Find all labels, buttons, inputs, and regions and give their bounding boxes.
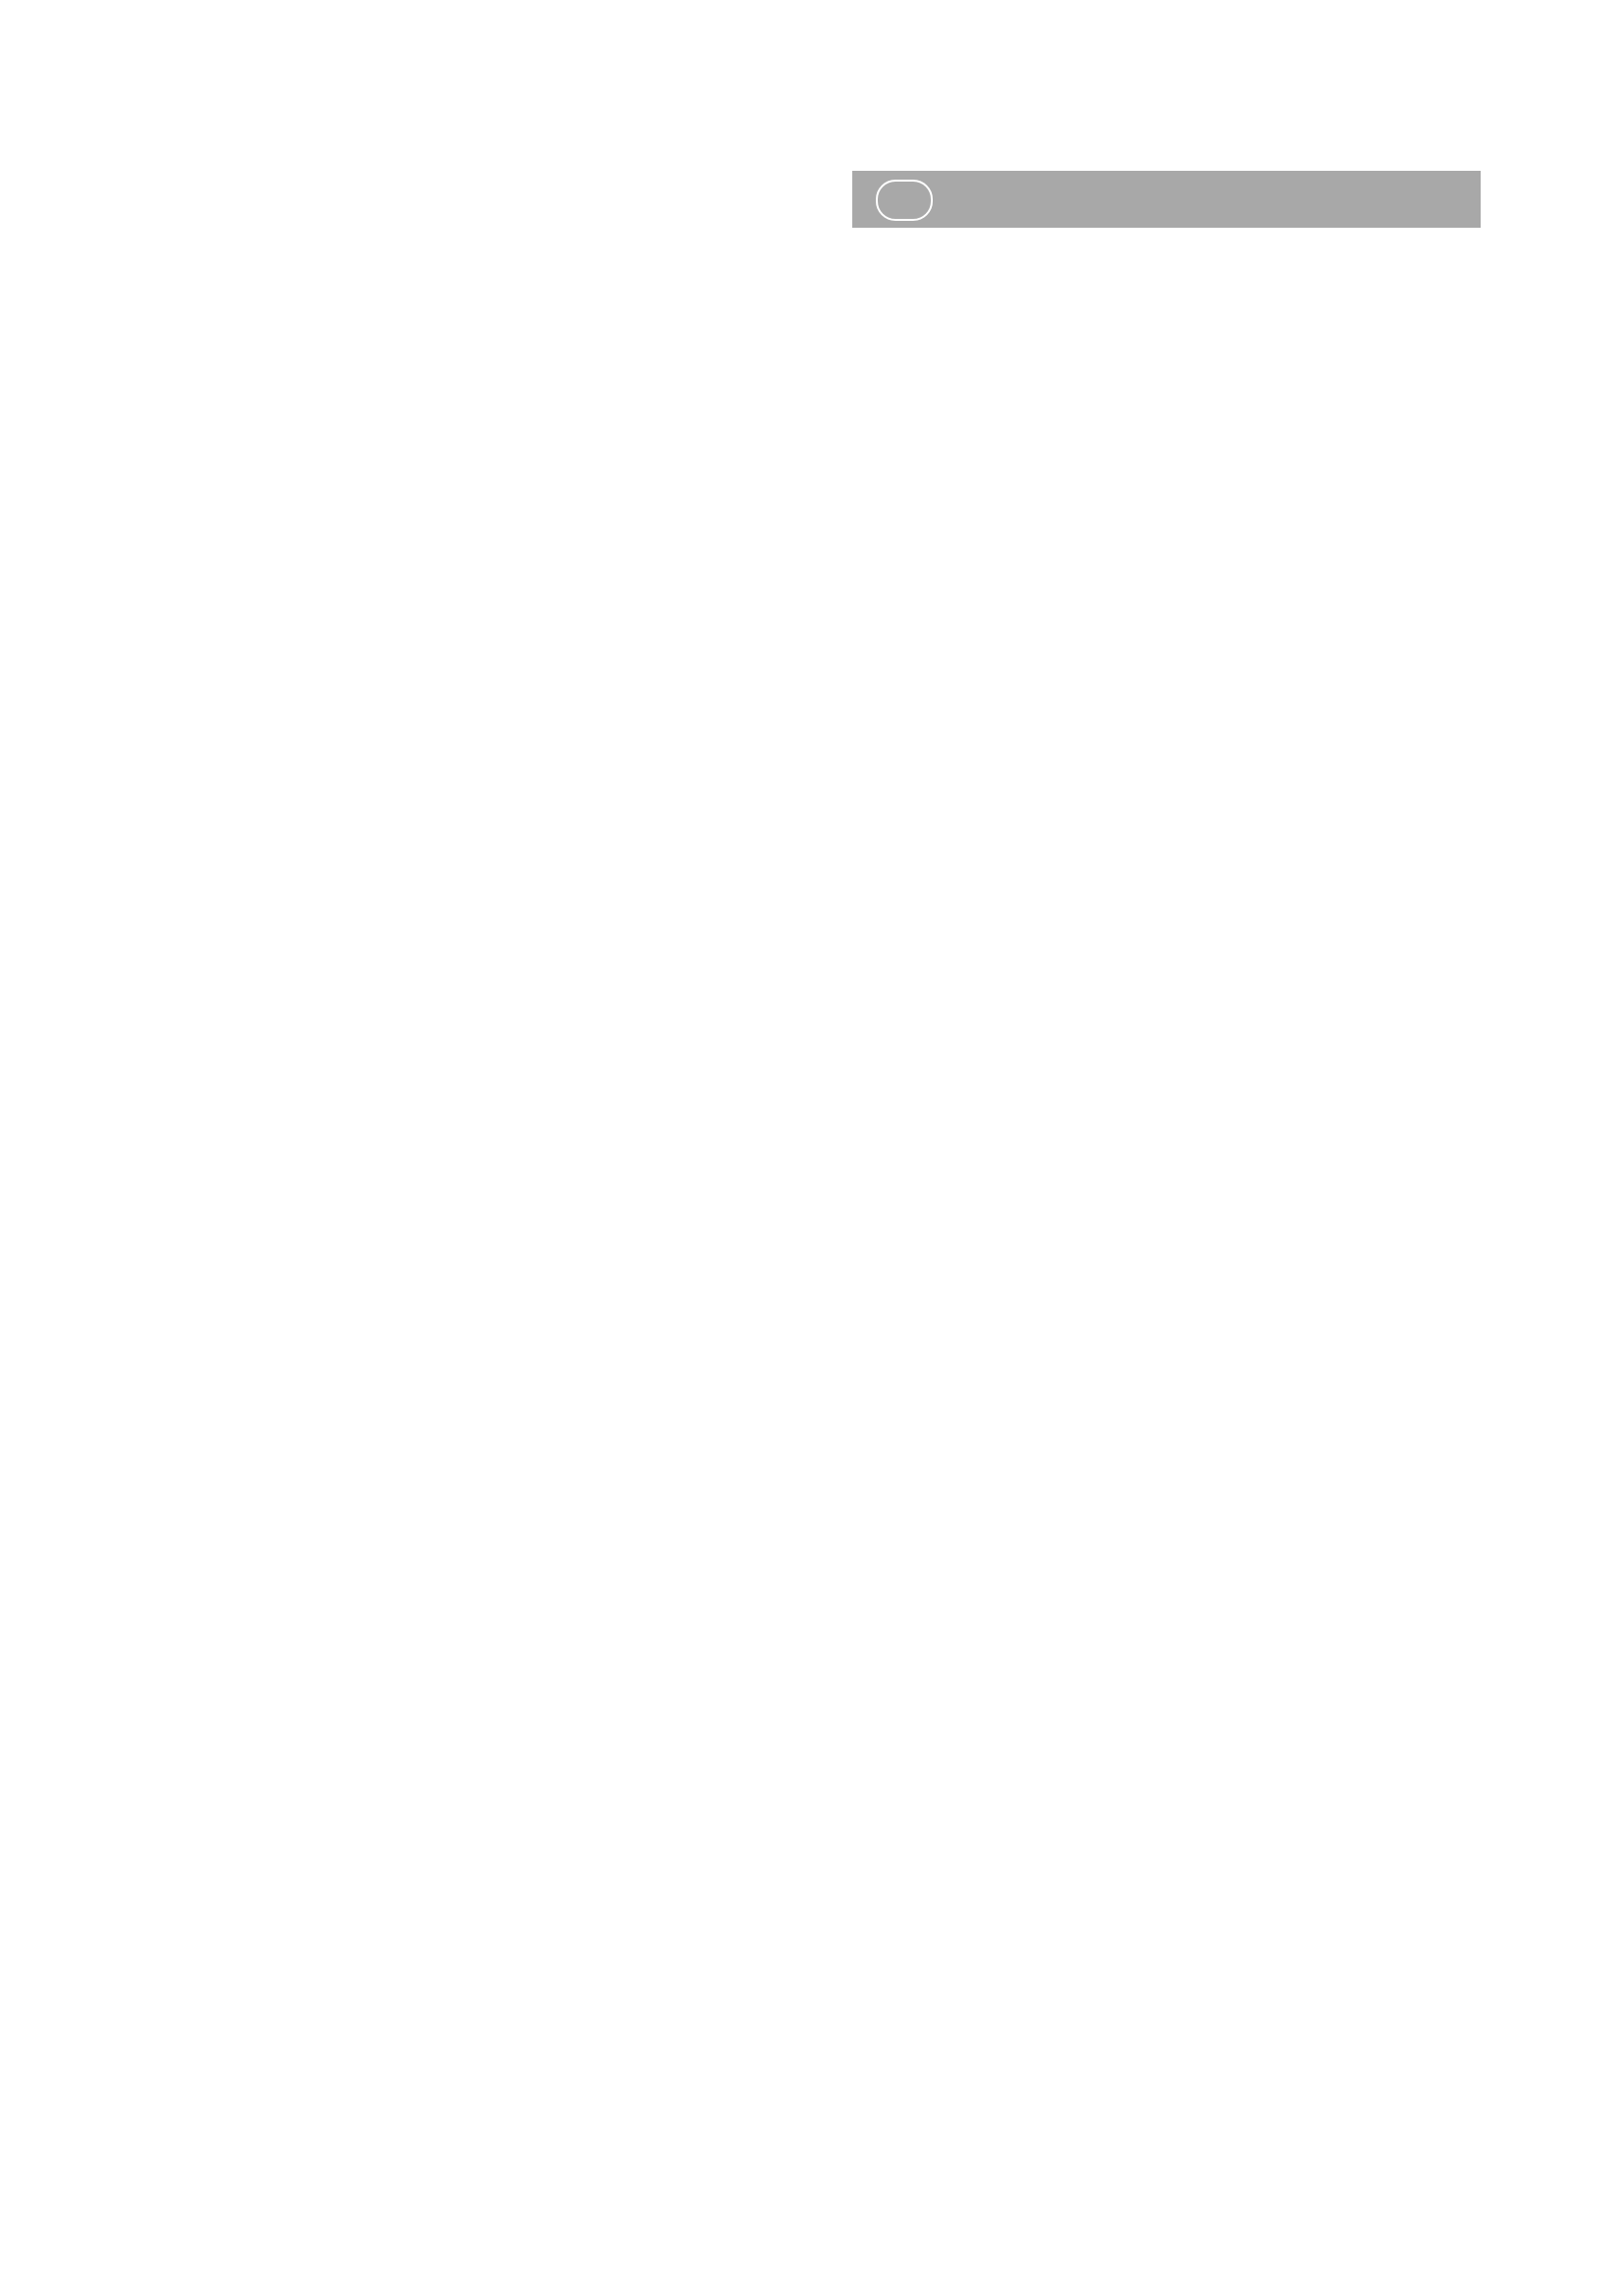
language-badge [876, 180, 933, 221]
language-header-bar [852, 171, 1481, 228]
